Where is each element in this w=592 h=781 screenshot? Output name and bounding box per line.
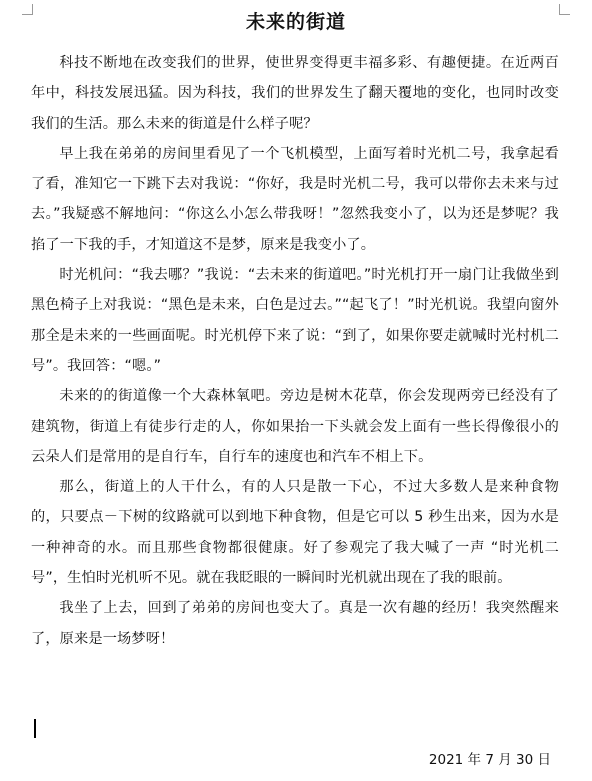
- document-body[interactable]: [31, 48, 559, 654]
- text-cursor: [34, 719, 36, 738]
- paragraph[interactable]: 我坐了上去，回到了弟弟的房间也变大了。真是一次有趣的经历！我突然醒来了，原来是一场梦呀！: [31, 600, 559, 647]
- paragraph[interactable]: 早上我在弟弟的房间里看见了一个飞机模型，上面写着时光机二号，我拿起看了看，准知它一下跳下去对我说：“你好，我是时光机二号，我可以带你去未来与过去。”我疑惑不解地问：“你这么小怎么带我呀！”忽然我变小了，以为还是梦呢？我掐了一下我的手，才知道这不是梦，原来是我变小了。: [31, 145, 559, 253]
- paragraph[interactable]: 科技不断地在改变我们的世界，使世界变得更丰福多彩、有趣便捷。在近两百年中，科技发展迅猛。因为科技，我们的世界发生了翻天覆地的变化，也同时改变我们的生活。那么未来的街道是什么样子呢？: [31, 55, 559, 132]
- document-title[interactable]: 未来的街道: [245, 11, 346, 33]
- paragraph[interactable]: 时光机问：“我去哪？”我说：“去未来的街道吧。”时光机打开一扇门让我做坐到黑色椅子上对我说：“黑色是未来，白色是过去。”“起飞了！”时光机说。我望向窗外那全是未来的一些画面呢。时光机停下来了说：“到了，如果你要走就喊时光村机二号”。我回答：“嗯。”: [31, 267, 559, 374]
- document-date[interactable]: 2021 年 7 月 30 日: [428, 752, 551, 768]
- paragraph[interactable]: 那么，街道上的人干什么，有的人只是散一下心，不过大多数人是来种食物的，只要点－下树的纹路就可以到地下种食物，但是它可以 5 秒生出来，因为水是一种神奇的水。而且那些食物都很健康。好了参观完了我大喊了一声 “时光机二号”，生怕时光机听不见。就在我眨眼的一瞬间时光机就出现在了我的眼前。: [31, 479, 559, 587]
- paragraph[interactable]: 未来的的街道像一个大森林氧吧。旁边是树木花草，你会发现两旁已经没有了建筑物，街道上有徒步行走的人，你如果抬一下头就会发上面有一些长得像很小的云朵人们是常用的是自行车，自行车的速度也和汽车不相上下。: [31, 388, 559, 465]
